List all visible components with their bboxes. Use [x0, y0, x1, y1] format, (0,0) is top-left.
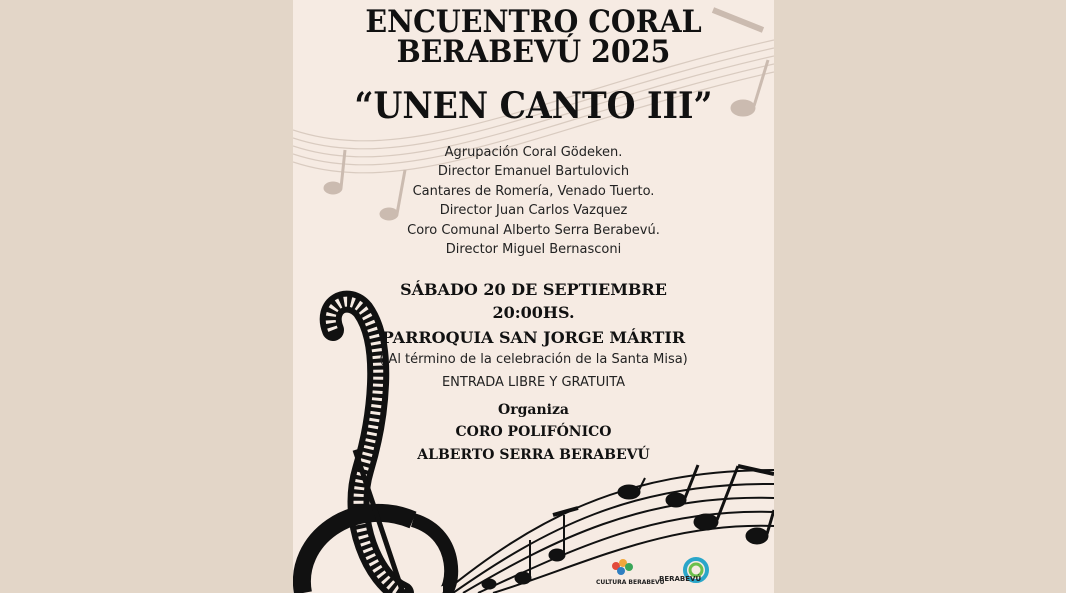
title-line-2: BERABEVÚ 2025: [396, 34, 671, 70]
organiza-label: Organiza: [498, 402, 569, 418]
choir-line: Coro Comunal Alberto Serra Berabevú.: [407, 223, 660, 238]
event-subtitle: “UNEN CANTO III”: [354, 85, 713, 127]
choir-line: Director Emanuel Bartulovich: [437, 164, 630, 179]
comuna-logo-label: BERABEVÚ: [659, 575, 702, 583]
choir-line: Cantares de Romería, Venado Tuerto.: [412, 184, 655, 199]
event-time: 20:00HS.: [492, 303, 575, 322]
choir-line: Agrupación Coral Gödeken.: [444, 145, 623, 160]
event-date: SÁBADO 20 DE SEPTIEMBRE: [400, 280, 667, 299]
entry-info: ENTRADA LIBRE Y GRATUITA: [441, 375, 626, 390]
choir-line: Director Juan Carlos Vazquez: [439, 203, 628, 218]
event-venue: PARROQUIA SAN JORGE MÁRTIR: [381, 328, 686, 347]
cultura-logo-label: CULTURA BERABEVÚ: [596, 579, 665, 586]
cultura-logo-icon: [612, 559, 633, 575]
choir-line: Director Miguel Bernasconi: [445, 242, 622, 257]
event-note: ( Al término de la celebración de la Santa Misa): [379, 352, 688, 367]
title-line-1: ENCUENTRO CORAL: [365, 4, 702, 40]
organizer-line-2: ALBERTO SERRA BERABEVÚ: [417, 447, 650, 463]
event-poster: [293, 0, 774, 593]
organizer-line-1: CORO POLIFÓNICO: [455, 424, 612, 440]
